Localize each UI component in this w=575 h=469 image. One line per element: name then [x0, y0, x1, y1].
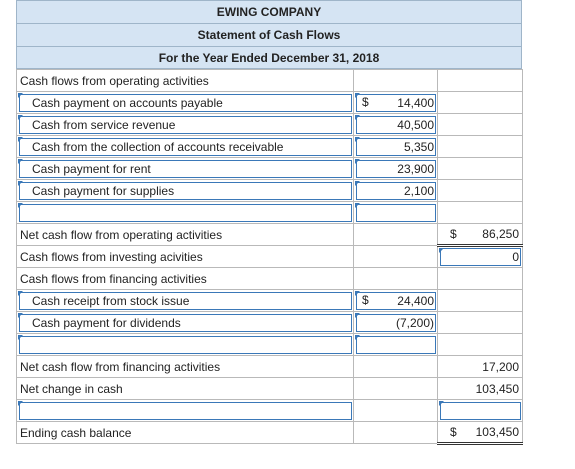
- line-item-dropdown[interactable]: Cash payment on accounts payable: [17, 92, 354, 114]
- amount-cell: [354, 422, 438, 444]
- statement-row: [17, 114, 523, 136]
- amount-value: 24,400: [397, 293, 434, 308]
- line-item-dropdown[interactable]: Cash payment for rent: [17, 158, 354, 180]
- amount-cell[interactable]: [354, 158, 438, 180]
- amount-cell: [354, 268, 438, 290]
- line-item-dropdown[interactable]: Cash from the collection of accounts receivable: [17, 136, 354, 158]
- amount-cell: [354, 378, 438, 400]
- dollar-sign: $: [450, 227, 457, 241]
- total-cell: [438, 268, 523, 290]
- total-cell: [438, 180, 523, 202]
- dollar-sign: $: [362, 95, 369, 109]
- line-item-dropdown[interactable]: [17, 400, 354, 422]
- statement-row: [17, 312, 523, 334]
- total-value: 103,450: [475, 381, 519, 396]
- amount-cell: [354, 246, 438, 268]
- total-cell: [438, 312, 523, 334]
- amount-cell: [354, 224, 438, 246]
- total-cell: [438, 114, 523, 136]
- amount-cell: [354, 356, 438, 378]
- total-cell: [438, 224, 523, 246]
- statement-row: [17, 290, 523, 312]
- amount-value: 5,350: [403, 139, 434, 154]
- total-value: 86,250: [482, 227, 519, 241]
- row-label: Net cash flow from financing activities: [17, 356, 354, 378]
- statement-row: [17, 400, 523, 422]
- line-item-dropdown[interactable]: [17, 334, 354, 356]
- dollar-sign: $: [450, 425, 457, 439]
- amount-cell[interactable]: [354, 180, 438, 202]
- row-label: Cash flows from investing acivities: [17, 246, 354, 268]
- total-cell: [438, 92, 523, 114]
- statement-row: [17, 224, 523, 246]
- statement-row: [17, 158, 523, 180]
- statement-table: [16, 69, 523, 445]
- total-cell: [438, 356, 523, 378]
- total-cell: [438, 136, 523, 158]
- line-item-dropdown[interactable]: Cash from service revenue: [17, 114, 354, 136]
- amount-cell[interactable]: [354, 92, 438, 114]
- amount-cell[interactable]: [354, 334, 438, 356]
- row-label: Net cash flow from operating activities: [17, 224, 354, 246]
- total-cell: [438, 422, 523, 444]
- dollar-sign: $: [362, 293, 369, 307]
- amount-cell: [354, 400, 438, 422]
- statement-row: [17, 422, 523, 444]
- total-cell: [438, 158, 523, 180]
- line-item-dropdown[interactable]: [17, 202, 354, 224]
- statement-row: [17, 268, 523, 290]
- row-label: Net change in cash: [17, 378, 354, 400]
- amount-cell[interactable]: [354, 202, 438, 224]
- row-label: Ending cash balance: [17, 422, 354, 444]
- row-label: Cash flows from operating activities: [17, 70, 354, 92]
- total-value: 103,450: [475, 425, 519, 439]
- amount-cell[interactable]: [354, 312, 438, 334]
- statement-row: [17, 92, 523, 114]
- statement-row: [17, 334, 523, 356]
- amount-cell[interactable]: [354, 136, 438, 158]
- statement-row: [17, 70, 523, 92]
- company-name: EWING COMPANY: [16, 0, 522, 23]
- statement-row: [17, 378, 523, 400]
- amount-value: 2,100: [403, 183, 434, 198]
- total-cell: [438, 378, 523, 400]
- line-item-dropdown[interactable]: Cash payment for supplies: [17, 180, 354, 202]
- amount-cell[interactable]: [354, 290, 438, 312]
- statement-row: [17, 180, 523, 202]
- amount-value: (7,200): [395, 315, 434, 330]
- total-value: 17,200: [482, 359, 519, 374]
- total-cell: [438, 70, 523, 92]
- statement-period: For the Year Ended December 31, 2018: [16, 46, 522, 69]
- total-value: 0: [512, 250, 519, 264]
- statement-row: [17, 202, 523, 224]
- amount-cell: [354, 70, 438, 92]
- cash-flow-statement: [16, 0, 522, 445]
- statement-row: [17, 246, 523, 268]
- line-item-dropdown[interactable]: Cash receipt from stock issue: [17, 290, 354, 312]
- amount-cell[interactable]: [354, 114, 438, 136]
- line-item-dropdown[interactable]: Cash payment for dividends: [17, 312, 354, 334]
- statement-row: [17, 136, 523, 158]
- amount-value: 23,900: [397, 161, 434, 176]
- total-cell: [438, 334, 523, 356]
- total-cell: [438, 202, 523, 224]
- total-cell[interactable]: [438, 400, 523, 422]
- statement-title: Statement of Cash Flows: [16, 23, 522, 46]
- statement-row: [17, 356, 523, 378]
- amount-value: 14,400: [397, 95, 434, 110]
- total-cell[interactable]: [438, 246, 523, 268]
- amount-value: 40,500: [397, 117, 434, 132]
- row-label: Cash flows from financing activities: [17, 268, 354, 290]
- total-cell: [438, 290, 523, 312]
